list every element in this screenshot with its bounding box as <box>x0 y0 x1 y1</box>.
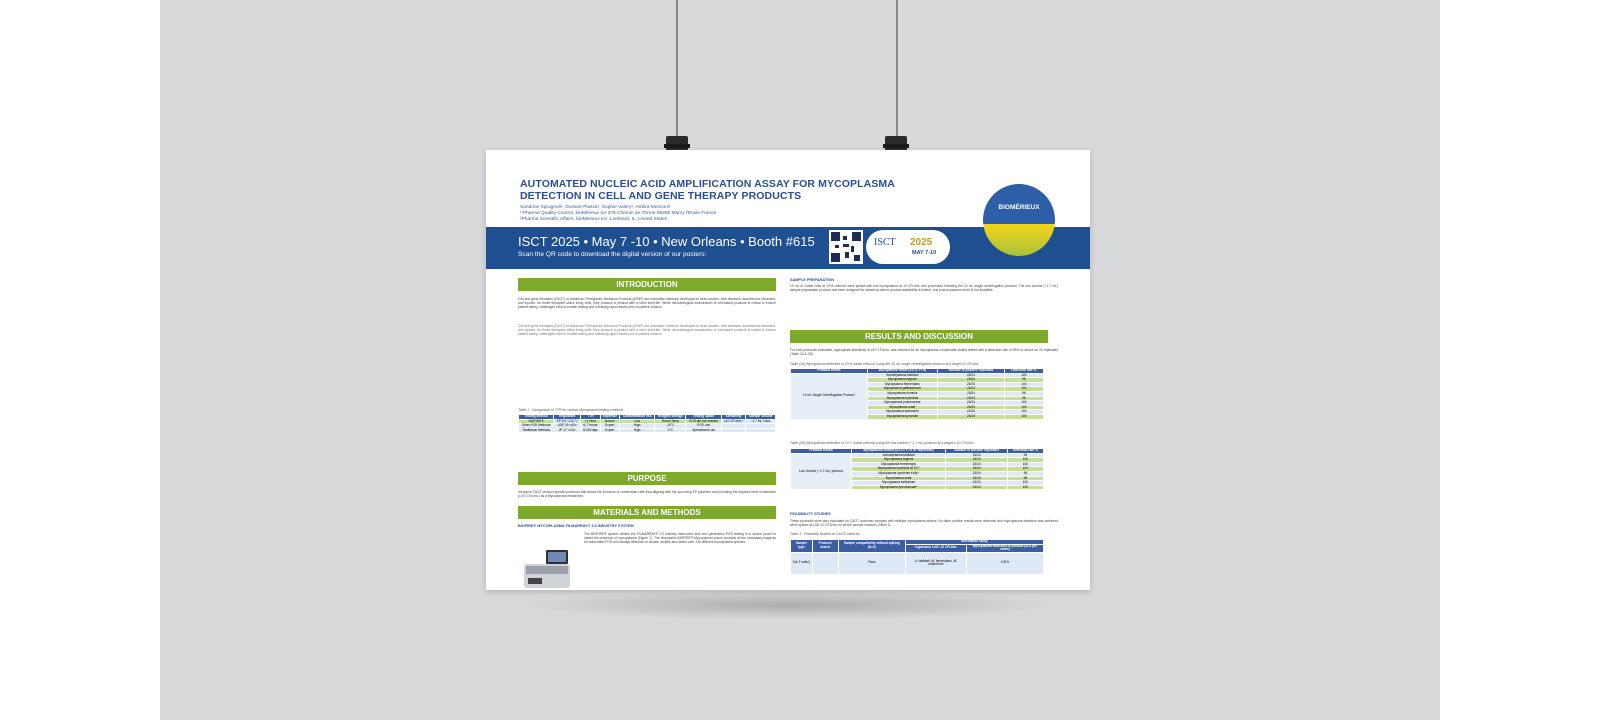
results-paragraph: For both protocols evaluated, appropriate sensitivity of ≤10 CFU/mL was reached for all mycoplasma compendial strains tested with a detection rate of 95% or above on 24 replicates (Table 2A & 2B). <box>790 348 1058 357</box>
poster-shadow <box>518 590 1058 620</box>
affiliation-2: ²Pharma Scientific Affairs, bioMérieux Inc. Lombard, IL, United States <box>520 217 668 222</box>
table-row: Other PCR Methods USP 39 <63> 6-7 Hours Expert High -20°C PCR Lab <box>519 424 776 429</box>
sample-prep-heading: SAMPLE PREPARATION <box>790 278 834 282</box>
qr-instruction: Scan the QR code to download the digital version of our posters: <box>518 251 707 258</box>
filmarray-instrument-image <box>520 548 578 590</box>
table-row: Low Volume (~1.7 mL) protocol Acholeplasma laidlawii 24/24 95 <box>791 453 1044 458</box>
affiliation-1: ¹ Pharma Quality Control, bioMérieux SA 376 Chemin de l'Orme 69280 Marcy l'Etoile France <box>520 211 717 216</box>
poster-title: AUTOMATED NUCLEIC ACID AMPLIFICATION ASSAY FOR MYCOPLASMA DETECTION IN CELL AND GENE THERAPY PRODUCTS <box>520 178 895 202</box>
isct-label: ISCT <box>874 237 896 248</box>
isct-year: 2025 <box>910 237 933 248</box>
table-row: Mycoplasma fermentans 24/24 100 <box>791 382 1044 387</box>
table1-caption: Table 1 : Comparison of TTR for various Mycoplasma testing methods <box>518 408 624 412</box>
table-row: Mycoplasma fermentans 24/24 100 <box>791 462 1044 467</box>
table-row: Mycoplasma arginini 24/24 100 <box>791 458 1044 463</box>
table-row: Mycoplasma synoviae 24/24 100 <box>791 414 1044 419</box>
poster <box>486 150 1090 590</box>
intro-paragraph: Cell and gene therapies (C&GT) or Advanced Therapeutic Medicinal Products (ATMP) are innovative medicine developed to treat cancers, rare diseases, autoimmune disorders, and injuries. As these therapies utilize living cells, they produce a product with a short shelf-life. While microbiological examination of cell-based products is critical to ensure patient safety, challenges exist to enable testing and releasing rapid results prior to patient infusion. <box>518 297 776 310</box>
qr-code-icon[interactable] <box>829 230 863 264</box>
table3-caption: Table 3 : Feasibility studies on C&GT matrices <box>790 532 860 536</box>
table-row: Mycoplasma hyorhinis 23/24 96 <box>791 396 1044 401</box>
feasibility-paragraph: These protocols were also evaluated on C&GT customer samples with multiple mycoplasma strains. No false positive results were observed and mycoplasma detection was achieved when spiked at LOD 10 CFU/mL for all the sample matrices (Table 3). <box>790 519 1058 528</box>
section-introduction: INTRODUCTION <box>518 278 776 291</box>
biofire-heading: BIOFIRE® MYCOPLASMA FILMARRAY® 2.0 INDUSTRY SYSTEM <box>518 524 634 528</box>
sample-prep-paragraph: 10 mL of Jurkat cells at 10^6 cells/mL were spiked with low mycoplasma at 10 CFU/mL and processed following the 10 mL single centrifugation protocol. The low volume (~1.7 mL) sample preparation protocol has been designed for situations where product availability is limited, and post-expansion broth is not available. <box>790 284 1058 293</box>
table-row: Mycoplasma hominis 23/24 96 <box>791 391 1044 396</box>
table2a-caption: Table (2A) Mycoplasma detection in 10^6 Jurkat cells/mL using the 10 mL single centrifugation protocol at a target 10 CFU/mL <box>790 362 980 366</box>
hanging-wire-right <box>896 0 898 136</box>
authors-block <box>520 205 940 223</box>
table-row: Mycoplasma hyorhinis ATCC* 24/24 100 <box>791 467 1044 472</box>
biofire-paragraph: The BIOFIRE® system utilizes the FILMARRAY® 2.0 industry instrument and next generation PCR testing in a closed pouch to detect the presence of mycoplasma (Figure 1). The disposable BIOFIRE® Mycoplasma pouch contains all the necessary reagents for automated PCR and Assays detection to isolate, amplify and detect over 130 different mycoplasma species. <box>584 532 776 545</box>
table-row: Traditional Methods JP 17 <G3> 8-28 Days Expert High 4°C Specialized Lab <box>519 428 776 433</box>
table-row: Mycoplasma salivarium 24/24 100 <box>791 481 1044 486</box>
table-row: Car T cells*) Pass A. laidlawii, M. fermentans, M. orale/more 100% <box>791 552 1044 574</box>
feasibility-heading: FEASIBILITY STUDIES <box>790 512 831 516</box>
table-2b: Protocol tested Mycoplasma Strains (ATCC FTR or *Mycosafe) Number of positive replicates Detection rate % Low Volume (~1.7 mL) protocol Acholeplasma laidlawii 24/24 95 Mycoplasma arginini 24/24 100 Mycoplasma fermentans 24/24 100 Mycoplasma hyorhinis ATCC* 24/24 100 Mycoplasma hyorhinis Kelly* 23/24 96 Mycoplasma orale 23/24 96 Mycoplasma salivarium 24/24 100 Mycoplasma pneumoniae* 24/24 100 <box>790 448 1044 490</box>
section-results-discussion: RESULTS AND DISCUSSION <box>790 330 1048 343</box>
table2b-caption: Table (2B) Mycoplasma detection in 10^7 Jurkat cells/mL using the low volume (~1.7 mL) protocol at a target ≤ 10 CFU/mL <box>790 441 974 445</box>
table-row: BIOFIRE® EP 9.0 <2.6.7> <1 Hour Novice Low Room Temp PCR lab not needed ≤10 CFU/mL* ~1.7 mL 10mL <box>519 419 776 424</box>
table-row: Mycoplasma orale 23/24 96 <box>791 476 1044 481</box>
table-2a: Protocol tested Mycoplasma strain (ATCC FTR) Number of positive replicates Detection rate % 10 mL Single Centrifugation Protocol Acholeplasma laidlawii 24/24 100 Mycoplasma arginini 23/24 96 Mycoplasma fermentans 24/24 100 Mycoplasma gallisepticum 24/24 100 Mycoplasma hominis 23/24 96 Mycoplasma hyorhinis 23/24 96 Mycoplasma pneumoniae 24/24 100 Mycoplasma orale 24/24 100 Mycoplasma salivarium 24/24 100 Mycoplasma synoviae 24/24 100 <box>790 368 1044 420</box>
biomerieux-logo <box>983 184 1055 256</box>
table-ttr-comparison: Testing Method Regulation TTR Expertise Contamination risk Reagent storage Testing Space Sensitivity Sample Volume BIOFIRE® EP 9.0 <2.6.7> <1 Hour Novice Low Room Temp PCR lab not needed ≤10 CFU/mL* ~1.7 mL 10mL Other PCR Methods USP 39 <63> 6-7 Hours Expert High -20°C PCR Lab Traditional Methods JP 17 <G3> 8-28 Days Expert High 4°C Specialized Lab <box>518 414 776 433</box>
section-purpose: PURPOSE <box>518 472 776 485</box>
intro-continued: Cell and gene therapies (C&GT) or Advanced Therapeutic Medicinal Products (ATMP) are innovative medicine developed to treat cancers, rare diseases, autoimmune disorders, and injuries. As these therapies utilize living cells, they produce a product with a short shelf-life. While microbiological examination of cell-based products is critical to ensure patient safety, challenges exist to enable testing and releasing rapid results prior to patient infusion. <box>518 324 776 337</box>
purpose-paragraph: Introduce C&GT product specific protocols that allows the inclusion of mammalian cells thus aligning with the upcoming EP guideline and providing the required level of detection (≤ 10 CFU/mL) as a Mycoplasma researcher. <box>518 490 776 499</box>
isct-dates: MAY 7-10 <box>912 250 937 256</box>
table-row: Mycoplasma salivarium 24/24 100 <box>791 410 1044 415</box>
isct-badge <box>866 230 950 264</box>
table-row: 10 mL Single Centrifugation Protocol Acholeplasma laidlawii 24/24 100 <box>791 373 1044 378</box>
table-row: Mycoplasma pneumoniae* 24/24 100 <box>791 485 1044 490</box>
table-row: Mycoplasma orale 24/24 100 <box>791 405 1044 410</box>
table-3: Sample type Protocol tested Sample compatibility without spiking (N=3) Inoculation study Organisms LOD: 10 CFU/mL Mycoplasma detection to product (N=3 per strain) Car T cells*) Pass A. laidlawii, M. fermentans, M. orale/more 100% <box>790 539 1044 575</box>
hanging-wire-left <box>676 0 678 136</box>
table-row: Mycoplasma hyorhinis Kelly* 23/24 96 <box>791 471 1044 476</box>
authors: Sandrine Sprugnoli¹, Oceane Piazza¹, Sophie Valery¹, Ambrà Menconi¹ <box>520 205 671 210</box>
conference-title: ISCT 2025 • May 7 -10 • New Orleans • Booth #615 <box>518 234 815 249</box>
section-materials-methods: MATERIALS AND METHODS <box>518 506 776 519</box>
table-row: Mycoplasma arginini 23/24 96 <box>791 378 1044 383</box>
table-row: Mycoplasma pneumoniae 24/24 100 <box>791 401 1044 406</box>
logo-text: BIOMÉRIEUX <box>998 204 1040 211</box>
table-row: Mycoplasma gallisepticum 24/24 100 <box>791 387 1044 392</box>
